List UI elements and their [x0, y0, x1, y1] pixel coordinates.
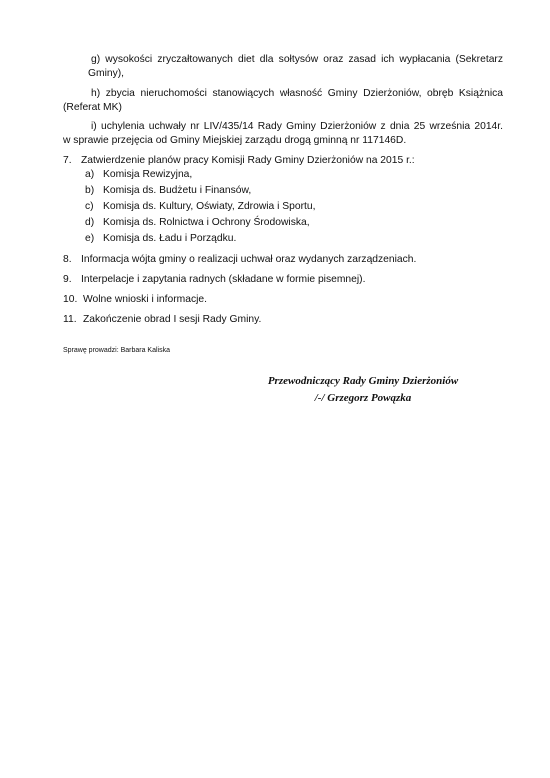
- agenda-subitem-g-line-2: Gminy),: [88, 68, 125, 79]
- agenda-subitem-h-line-1: h) zbycia nieruchomości stanowiących własność Gminy Dzierżoniów, obręb Książnica: [91, 88, 503, 99]
- agenda-subitem-h: [63, 87, 503, 115]
- list-item-letter: a): [85, 169, 95, 180]
- agenda-item-8-text: Informacja wójta gminy o realizacji uchwał oraz wydanych zarządzeniach.: [81, 254, 417, 265]
- agenda-subitem-h-line-2: (Referat MK): [63, 102, 122, 113]
- agenda-item-10: [63, 293, 503, 307]
- agenda-item-7-number: 7.: [63, 155, 72, 166]
- agenda-item-9-number: 9.: [63, 274, 72, 285]
- list-item-label: Komisja ds. Kultury, Oświaty, Zdrowia i Sportu,: [103, 201, 316, 212]
- list-item-label: Komisja ds. Budżetu i Finansów,: [103, 185, 252, 196]
- list-item-letter: b): [85, 185, 95, 196]
- agenda-item-9: [63, 273, 503, 287]
- agenda-item-10-text: Wolne wnioski i informacje.: [83, 294, 207, 305]
- agenda-item-9-text: Interpelacje i zapytania radnych (składane w formie pisemnej).: [81, 274, 366, 285]
- agenda-subitem-g: [88, 53, 503, 81]
- signature-name: /-/ Grzegorz Powązka: [314, 392, 412, 404]
- list-item: [85, 199, 316, 215]
- list-item: [85, 215, 316, 231]
- list-item-letter: c): [85, 201, 94, 212]
- commission-list: [85, 167, 316, 247]
- agenda-subitem-i-line-2: w sprawie przejęcia od Gminy Miejskiej zarządu drogą gminną nr 117146D.: [63, 135, 407, 146]
- list-item-label: Komisja ds. Ładu i Porządku.: [103, 233, 237, 244]
- list-item: [85, 231, 316, 247]
- agenda-item-11: [63, 313, 503, 327]
- agenda-item-8-number: 8.: [63, 254, 72, 265]
- agenda-item-7-text: Zatwierdzenie planów pracy Komisji Rady Gminy Dzierżoniów na 2015 r.:: [81, 155, 415, 166]
- list-item: [85, 183, 316, 199]
- prepared-by-note: Sprawę prowadzi: Barbara Kaliska: [63, 347, 170, 354]
- list-item-letter: d): [85, 217, 95, 228]
- list-item-letter: e): [85, 233, 95, 244]
- list-item-label: Komisja ds. Rolnictwa i Ochrony Środowiska,: [103, 217, 310, 228]
- agenda-item-11-text: Zakończenie obrad I sesji Rady Gminy.: [83, 314, 262, 325]
- agenda-subitem-g-line-1: g) wysokości zryczałtowanych diet dla sołtysów oraz zasad ich wypłacania (Sekretarz: [91, 54, 503, 65]
- agenda-item-7: [63, 154, 503, 168]
- agenda-subitem-i: [63, 120, 503, 148]
- agenda-item-8: [63, 253, 503, 267]
- agenda-item-11-number: 11.: [63, 314, 77, 325]
- signature-title: Przewodniczący Rady Gminy Dzierżoniów: [267, 375, 459, 387]
- agenda-item-10-number: 10.: [63, 294, 78, 305]
- list-item: [85, 167, 316, 183]
- signature-block: [258, 373, 468, 407]
- list-item-label: Komisja Rewizyjna,: [103, 169, 193, 180]
- agenda-subitem-i-line-1: i) uchylenia uchwały nr LIV/435/14 Rady Gminy Dzierżoniów z dnia 25 września 2014r.: [91, 121, 503, 132]
